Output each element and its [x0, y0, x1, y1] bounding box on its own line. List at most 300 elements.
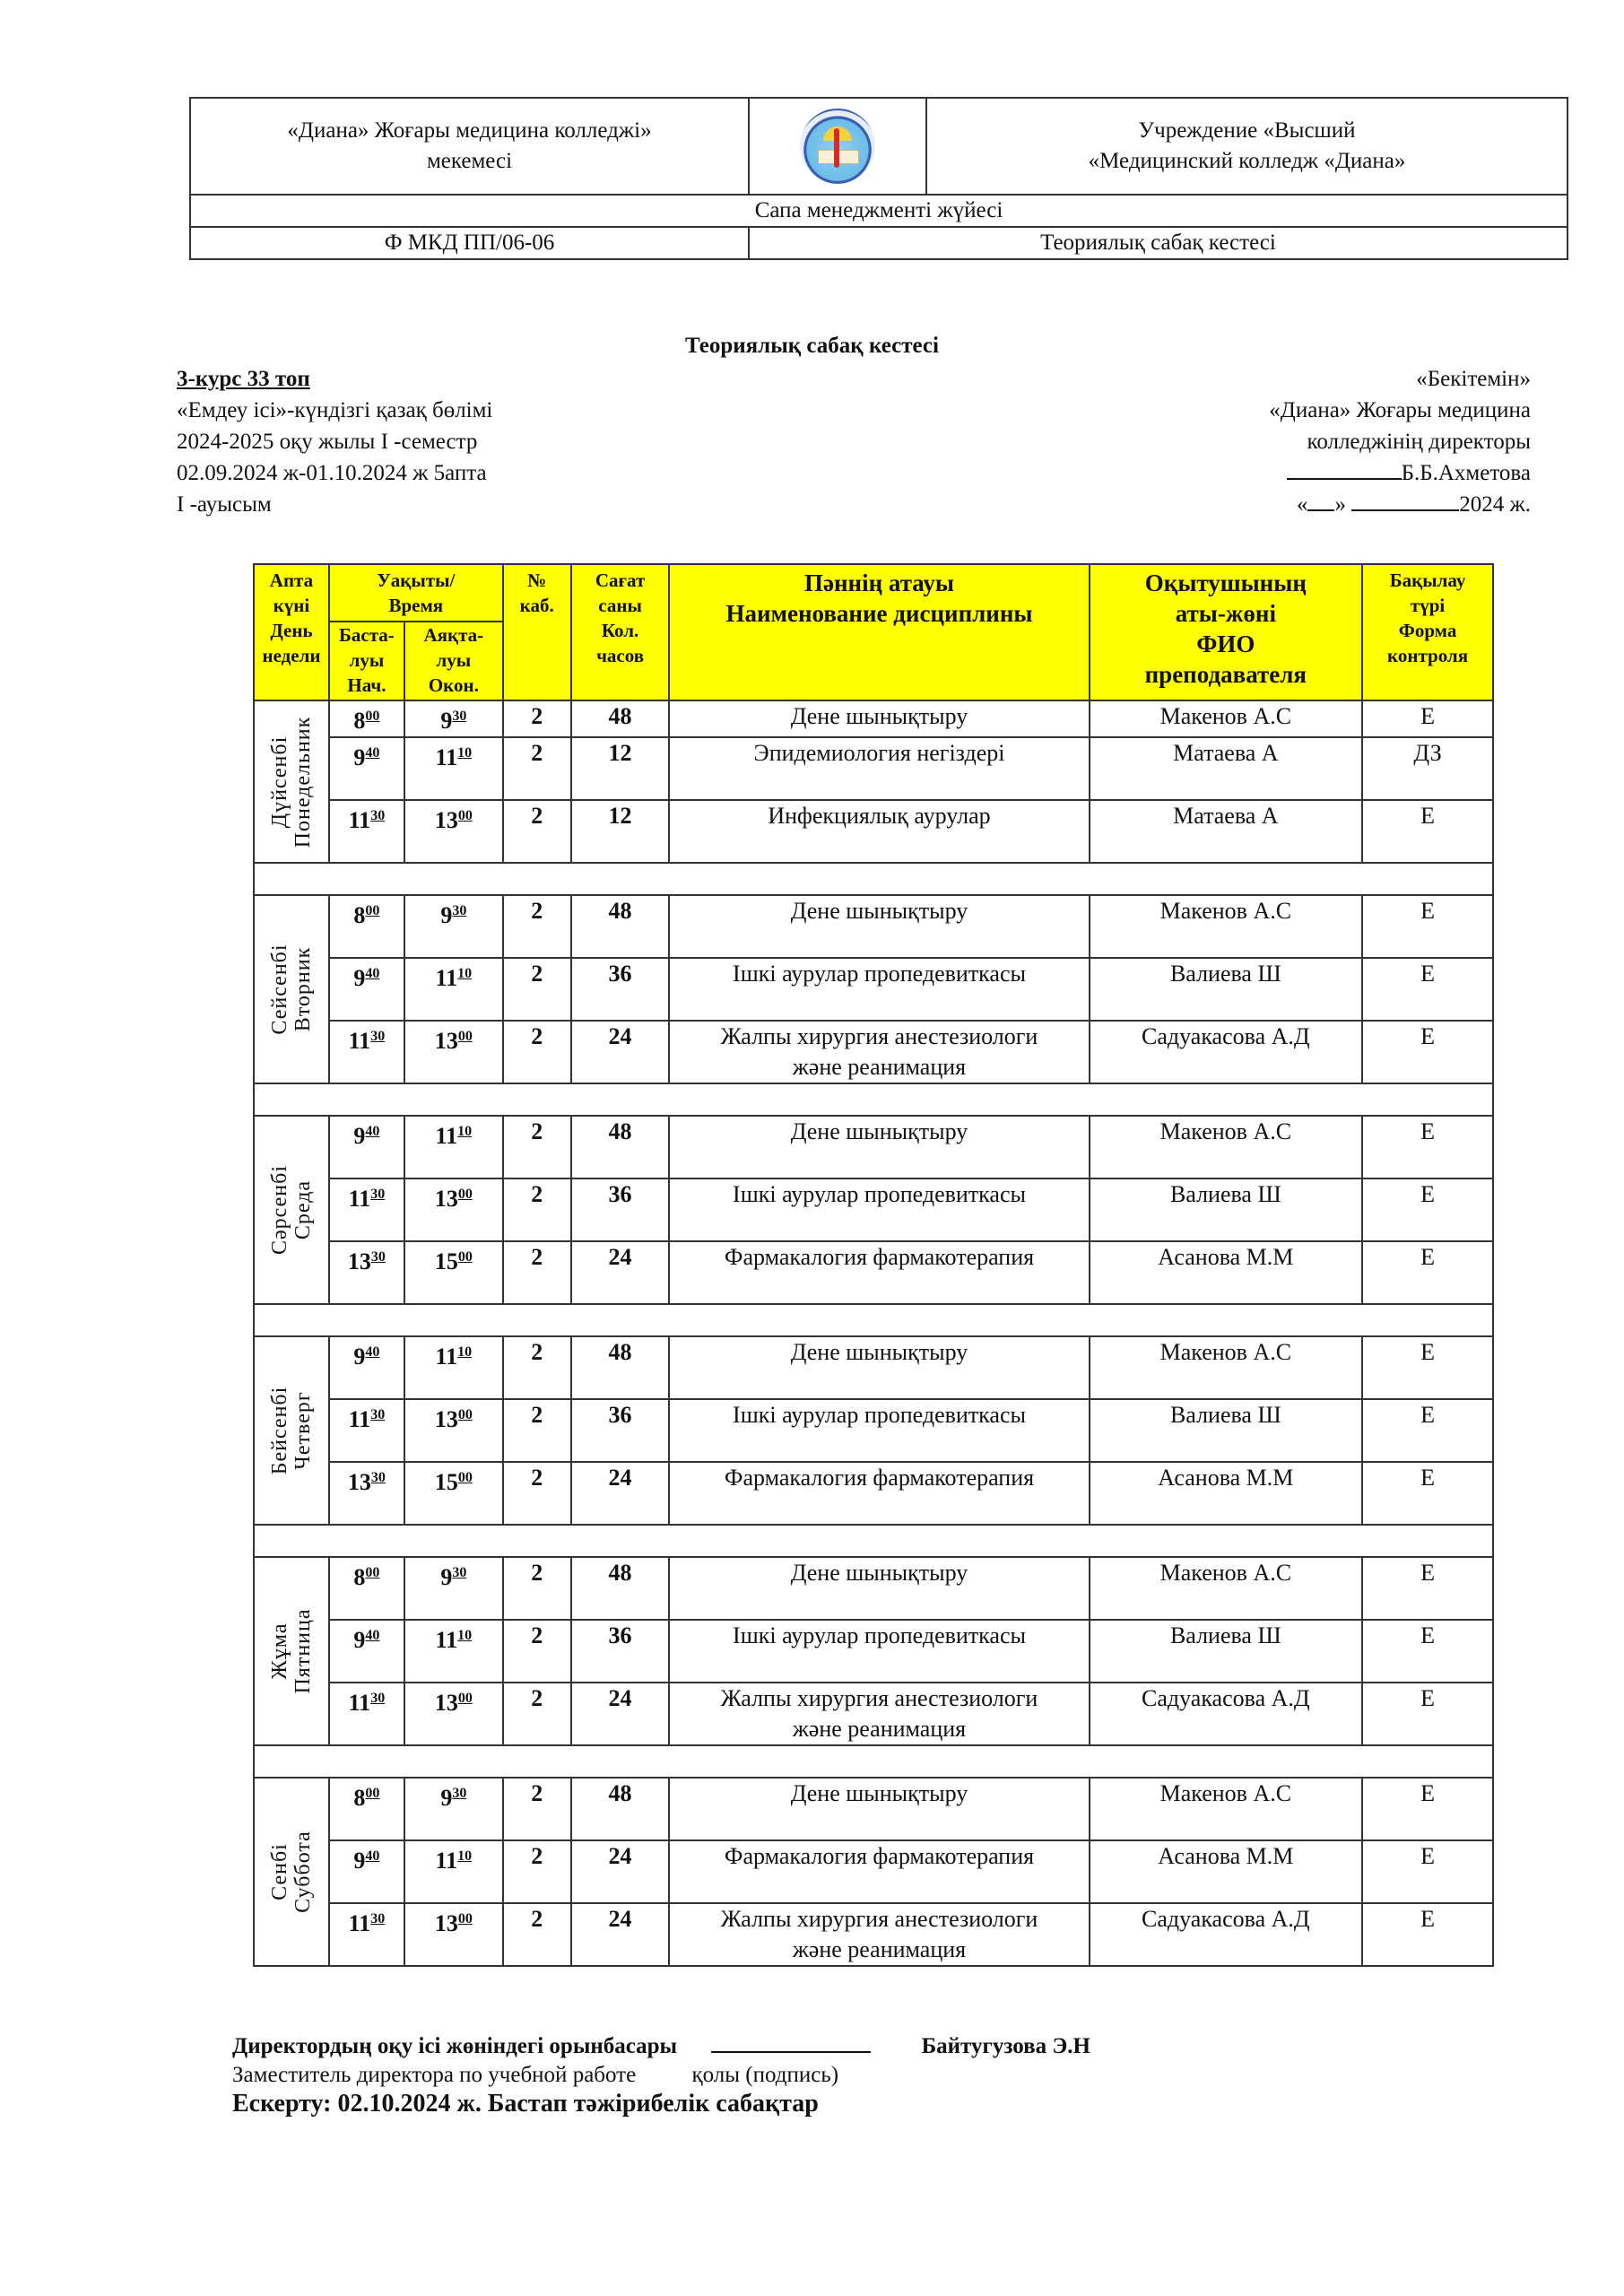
room-number: 2: [503, 1116, 571, 1178]
start-hour: 9: [353, 744, 366, 770]
room-number: 2: [503, 1336, 571, 1399]
schedule-row: [254, 1903, 1493, 1966]
end-minute: 10: [457, 745, 473, 761]
hours-count: 24: [571, 1241, 670, 1304]
start-hour: 8: [353, 902, 366, 928]
schedule-table: [253, 563, 1494, 1967]
start-time: [329, 1021, 404, 1083]
end-time: [404, 895, 503, 958]
end-time: [404, 1021, 503, 1083]
control-form: Е: [1362, 1683, 1493, 1745]
end-time: [404, 1178, 503, 1241]
day-cell: [254, 1778, 329, 1966]
start-time: [329, 1116, 404, 1178]
hours-count: 24: [571, 1903, 670, 1966]
start-time: [329, 1241, 404, 1304]
end-hour: 9: [440, 708, 453, 734]
subject-line1: Ішкі аурулар пропедевиткасы: [733, 1622, 1026, 1648]
form-code: Ф МКД ПП/06-06: [190, 227, 749, 259]
quality-system-label: Сапа менеджменті жүйесі: [190, 195, 1568, 227]
col-header-end-line: луы: [436, 649, 472, 671]
end-hour: 13: [434, 807, 458, 833]
schedule-row: [254, 1840, 1493, 1903]
control-form: Е: [1362, 1903, 1493, 1966]
deputy-line-ru: [232, 2061, 1090, 2090]
deputy-line: [232, 2031, 1090, 2061]
start-minute: 30: [370, 1249, 386, 1265]
subject-line1: Дене шынықтыру: [790, 898, 968, 924]
subject-name: [669, 1903, 1089, 1966]
start-hour: 11: [348, 1406, 371, 1432]
date-year: 2024 ж.: [1459, 492, 1531, 517]
subject-line1: Инфекциялық аурулар: [768, 803, 991, 829]
start-time: [329, 737, 404, 800]
end-hour: 11: [435, 1627, 458, 1653]
page-title: Теориялық сабақ кестесі: [685, 334, 939, 358]
start-hour: 9: [353, 1344, 366, 1370]
end-hour: 13: [434, 1186, 458, 1212]
col-header-subject-line: Пәннің атауы: [803, 570, 954, 596]
schedule-row: [254, 1683, 1493, 1745]
end-minute: 00: [457, 808, 473, 823]
col-header-end-line: Аяқта-: [423, 624, 484, 646]
col-header-subject-line: Наименование дисциплины: [725, 600, 1033, 627]
control-form: Е: [1362, 1241, 1493, 1304]
subject-name: [669, 1683, 1089, 1745]
subject-name: [669, 1336, 1089, 1399]
day-separator: [254, 1745, 1493, 1778]
start-hour: 11: [348, 1028, 371, 1054]
end-time: [404, 700, 503, 737]
teacher-name: Асанова М.М: [1090, 1462, 1363, 1525]
deputy-name: Байтугузова Э.Н: [921, 2034, 1090, 2058]
end-minute: 30: [452, 1786, 467, 1801]
signature-caption: қолы (подпись): [691, 2063, 839, 2087]
approve-label: «Бекітемін»: [1416, 367, 1531, 391]
subject-line1: Жалпы хирургия анестезиологи: [720, 1685, 1038, 1711]
col-header-control-line: Форма: [1398, 620, 1457, 641]
subject-name: [669, 1778, 1089, 1840]
start-hour: 11: [348, 1910, 371, 1936]
start-hour: 11: [348, 807, 371, 833]
approve-org: «Диана» Жоғары медицина: [1269, 398, 1531, 422]
day-name-ru: Вторник: [291, 946, 315, 1032]
teacher-name: Садуакасова А.Д: [1090, 1021, 1363, 1083]
control-form: Е: [1362, 895, 1493, 958]
subject-line2: және реанимация: [792, 1936, 967, 1962]
end-minute: 10: [457, 1628, 473, 1643]
logo-cell: [749, 98, 926, 195]
practical-lessons-note: Ескерту: 02.10.2024 ж. Бастап тәжірибелік сабақтар: [232, 2090, 819, 2118]
col-header-day-line: күні: [273, 595, 310, 616]
end-minute: 00: [457, 1911, 473, 1926]
room-number: 2: [503, 1399, 571, 1462]
col-header-end-line: Окон.: [428, 674, 479, 696]
group-label: 3-курс 33 топ: [177, 367, 310, 391]
end-time: [404, 1116, 503, 1178]
start-minute: 30: [370, 1691, 386, 1706]
day-separator-row: [254, 1525, 1493, 1557]
subject-name: [669, 700, 1089, 737]
schedule-row: [254, 1557, 1493, 1620]
department-label: «Емдеу ісі»-күндізгі қазақ бөлімі: [177, 398, 493, 422]
teacher-name: Макенов А.С: [1090, 1557, 1363, 1620]
start-minute: 00: [365, 1786, 380, 1801]
end-time: [404, 1903, 503, 1966]
control-form: Е: [1362, 1336, 1493, 1399]
start-minute: 30: [370, 1911, 386, 1926]
col-header-control-line: контроля: [1387, 645, 1469, 666]
start-time: [329, 800, 404, 863]
subject-name: [669, 958, 1089, 1021]
hours-count: 36: [571, 1620, 670, 1683]
subject-name: [669, 1462, 1089, 1525]
teacher-name: Макенов А.С: [1090, 700, 1363, 737]
deputy-title-kz: Директордың оқу ісі жөніндегі орынбасары: [232, 2034, 678, 2058]
end-hour: 15: [434, 1469, 458, 1495]
end-hour: 13: [434, 1028, 458, 1054]
end-time: [404, 800, 503, 863]
teacher-name: Макенов А.С: [1090, 1778, 1363, 1840]
subject-name: [669, 1620, 1089, 1683]
hours-count: 48: [571, 895, 670, 958]
start-time: [329, 1399, 404, 1462]
subject-line1: Фармакалогия фармакотерапия: [724, 1843, 1035, 1869]
day-cell: [254, 700, 329, 863]
start-time: [329, 958, 404, 1021]
signature-line: [711, 2031, 871, 2053]
day-label: [268, 944, 315, 1034]
month-blank: [1351, 490, 1459, 511]
subject-line1: Ішкі аурулар пропедевиткасы: [733, 1402, 1026, 1428]
control-form: Е: [1362, 958, 1493, 1021]
day-blank: [1307, 490, 1334, 511]
col-header-teacher-line: Оқытушының: [1144, 570, 1307, 596]
start-hour: 9: [353, 1627, 366, 1653]
day-label: [268, 1831, 315, 1913]
start-minute: 00: [365, 1565, 380, 1580]
start-hour: 9: [353, 965, 366, 991]
subject-name: [669, 1178, 1089, 1241]
day-name-ru: Суббота: [291, 1831, 315, 1913]
hours-count: 48: [571, 700, 670, 737]
approve-signature-line: [1269, 457, 1531, 489]
form-name: Теориялық сабақ кестесі: [749, 227, 1568, 259]
start-minute: 30: [370, 1407, 386, 1422]
start-time: [329, 1462, 404, 1525]
end-minute: 00: [457, 1187, 473, 1202]
day-cell: [254, 895, 329, 1083]
start-time: [329, 1903, 404, 1966]
subject-line2: және реанимация: [792, 1716, 967, 1742]
room-number: 2: [503, 700, 571, 737]
col-header-start-line: Баста-: [339, 624, 395, 646]
end-hour: 11: [435, 1848, 458, 1874]
subject-line1: Дене шынықтыру: [790, 703, 968, 729]
schedule-row: [254, 1178, 1493, 1241]
room-number: 2: [503, 1778, 571, 1840]
col-header-teacher-line: преподавателя: [1144, 661, 1307, 688]
footer: [232, 2031, 1090, 2118]
college-emblem-icon: [800, 109, 875, 184]
day-separator: [254, 863, 1493, 895]
col-header-hours-line: саны: [598, 595, 642, 616]
end-hour: 9: [440, 1785, 453, 1811]
room-number: 2: [503, 1683, 571, 1745]
approve-director: колледжінің директоры: [1307, 430, 1531, 454]
schedule-body: [254, 700, 1493, 1966]
room-number: 2: [503, 1903, 571, 1966]
start-hour: 9: [353, 1848, 366, 1874]
col-header-control: [1362, 564, 1493, 700]
room-number: 2: [503, 1241, 571, 1304]
end-minute: 30: [452, 1565, 467, 1580]
hours-count: 24: [571, 1462, 670, 1525]
subject-name: [669, 1241, 1089, 1304]
col-header-teacher: [1090, 564, 1363, 700]
hours-count: 48: [571, 1778, 670, 1840]
day-cell: [254, 1557, 329, 1745]
subject-name: [669, 737, 1089, 800]
day-label: [268, 1165, 315, 1255]
teacher-name: Садуакасова А.Д: [1090, 1903, 1363, 1966]
date-quote-open: «: [1296, 492, 1308, 517]
day-name-ru: Среда: [291, 1179, 315, 1240]
subject-name: [669, 1021, 1089, 1083]
subject-line1: Дене шынықтыру: [790, 1339, 968, 1365]
schedule-row: [254, 1778, 1493, 1840]
col-header-room-line: каб.: [519, 595, 554, 616]
room-number: 2: [503, 1021, 571, 1083]
org-name-kz: [190, 98, 749, 195]
control-form: Е: [1362, 1778, 1493, 1840]
schedule-row: [254, 1462, 1493, 1525]
end-time: [404, 1683, 503, 1745]
col-header-room: [503, 564, 571, 700]
start-time: [329, 1178, 404, 1241]
end-hour: 13: [434, 1690, 458, 1716]
hours-count: 48: [571, 1557, 670, 1620]
schedule-row: [254, 1116, 1493, 1178]
end-minute: 00: [457, 1691, 473, 1706]
hours-count: 36: [571, 1178, 670, 1241]
room-number: 2: [503, 1840, 571, 1903]
teacher-name: Валиева Ш: [1090, 958, 1363, 1021]
day-cell: [254, 1116, 329, 1304]
end-time: [404, 737, 503, 800]
end-hour: 9: [440, 902, 453, 928]
day-separator-row: [254, 1083, 1493, 1116]
academic-year-label: 2024-2025 оқу жылы І -семестр: [177, 430, 478, 454]
room-number: 2: [503, 800, 571, 863]
teacher-name: Асанова М.М: [1090, 1241, 1363, 1304]
end-hour: 11: [435, 744, 458, 770]
deputy-title-ru: Заместитель директора по учебной работе: [232, 2063, 637, 2087]
end-minute: 30: [452, 903, 467, 918]
col-header-subject: [669, 564, 1089, 700]
teacher-name: Валиева Ш: [1090, 1620, 1363, 1683]
hours-count: 36: [571, 958, 670, 1021]
document-header: [189, 97, 1568, 260]
control-form: ДЗ: [1362, 737, 1493, 800]
end-hour: 15: [434, 1248, 458, 1274]
start-time: [329, 1620, 404, 1683]
start-time: [329, 1557, 404, 1620]
subject-name: [669, 1557, 1089, 1620]
end-time: [404, 1462, 503, 1525]
day-cell: [254, 1336, 329, 1525]
subject-line1: Жалпы хирургия анестезиологи: [720, 1906, 1038, 1932]
end-hour: 13: [434, 1910, 458, 1936]
col-header-start-line: Нач.: [347, 674, 386, 696]
teacher-name: Валиева Ш: [1090, 1399, 1363, 1462]
day-separator: [254, 1525, 1493, 1557]
subject-line1: Ішкі аурулар пропедевиткасы: [733, 961, 1026, 987]
col-header-day-line: недели: [262, 645, 321, 666]
director-name: Б.Б.Ахметова: [1401, 461, 1531, 485]
approve-date: [1269, 489, 1531, 520]
day-label: [268, 1608, 315, 1693]
approval-block: [1269, 363, 1531, 520]
control-form: Е: [1362, 1557, 1493, 1620]
subject-line1: Фармакалогия фармакотерапия: [724, 1244, 1035, 1270]
end-minute: 10: [457, 1848, 473, 1864]
start-minute: 40: [365, 1344, 380, 1360]
control-form: Е: [1362, 1399, 1493, 1462]
day-name-ru: Четверг: [291, 1391, 315, 1470]
subject-name: [669, 800, 1089, 863]
hours-count: 24: [571, 1683, 670, 1745]
room-number: 2: [503, 1557, 571, 1620]
teacher-name: Валиева Ш: [1090, 1178, 1363, 1241]
hours-count: 24: [571, 1840, 670, 1903]
day-label: [268, 716, 315, 848]
end-hour: 11: [435, 1344, 458, 1370]
end-hour: 9: [440, 1564, 453, 1590]
start-hour: 13: [347, 1248, 371, 1274]
control-form: Е: [1362, 1178, 1493, 1241]
org-name-ru-line2: «Медицинский колледж «Диана»: [1088, 149, 1406, 173]
end-time: [404, 1336, 503, 1399]
start-minute: 40: [365, 1124, 380, 1139]
start-hour: 8: [353, 1785, 366, 1811]
hours-count: 48: [571, 1116, 670, 1178]
bowl-of-hygieia-icon: [834, 128, 839, 168]
start-time: [329, 1778, 404, 1840]
end-time: [404, 958, 503, 1021]
subject-name: [669, 1116, 1089, 1178]
end-minute: 00: [457, 1470, 473, 1485]
start-hour: 11: [348, 1690, 371, 1716]
col-header-day-line: Апта: [269, 570, 314, 591]
teacher-name: Макенов А.С: [1090, 895, 1363, 958]
schedule-row: [254, 1021, 1493, 1083]
day-name-kz: Жұма: [267, 1622, 291, 1680]
end-hour: 13: [434, 1406, 458, 1432]
start-minute: 30: [370, 1187, 386, 1202]
teacher-name: Садуакасова А.Д: [1090, 1683, 1363, 1745]
group-info: [177, 363, 492, 520]
signature-line: [1287, 458, 1402, 480]
hours-count: 24: [571, 1021, 670, 1083]
room-number: 2: [503, 1462, 571, 1525]
day-name-kz: Сәрсенбі: [267, 1165, 291, 1255]
col-header-hours-line: часов: [596, 645, 645, 666]
day-separator-row: [254, 1745, 1493, 1778]
teacher-name: Асанова М.М: [1090, 1840, 1363, 1903]
schedule-row: [254, 1241, 1493, 1304]
end-minute: 10: [457, 966, 473, 981]
day-separator: [254, 1083, 1493, 1116]
col-header-start: [329, 622, 404, 700]
col-header-control-line: Бақылау: [1389, 570, 1466, 591]
end-minute: 00: [457, 1407, 473, 1422]
start-minute: 30: [370, 1470, 386, 1485]
subject-line1: Дене шынықтыру: [790, 1560, 968, 1586]
start-minute: 30: [370, 1029, 386, 1044]
col-header-end: [404, 622, 503, 700]
teacher-name: Макенов А.С: [1090, 1336, 1363, 1399]
start-minute: 40: [365, 745, 380, 761]
room-number: 2: [503, 1178, 571, 1241]
subject-name: [669, 1399, 1089, 1462]
hours-count: 12: [571, 737, 670, 800]
org-name-ru-line1: Учреждение «Высший: [1138, 118, 1356, 143]
start-hour: 13: [347, 1469, 371, 1495]
start-time: [329, 1683, 404, 1745]
end-minute: 00: [457, 1249, 473, 1265]
control-form: Е: [1362, 1021, 1493, 1083]
end-hour: 11: [435, 965, 458, 991]
schedule-row: [254, 737, 1493, 800]
hours-count: 12: [571, 800, 670, 863]
end-time: [404, 1241, 503, 1304]
col-header-start-line: луы: [349, 649, 385, 671]
col-header-day-line: День: [270, 620, 313, 641]
org-name-ru: [926, 98, 1568, 195]
col-header-time: [329, 564, 503, 622]
subject-line1: Ішкі аурулар пропедевиткасы: [733, 1181, 1026, 1207]
date-quote-close: »: [1334, 492, 1346, 517]
start-time: [329, 700, 404, 737]
end-time: [404, 1557, 503, 1620]
control-form: Е: [1362, 1462, 1493, 1525]
period-label: 02.09.2024 ж-01.10.2024 ж 5апта: [177, 461, 487, 485]
start-minute: 00: [365, 903, 380, 918]
col-header-hours: [571, 564, 670, 700]
col-header-room-line: №: [527, 570, 547, 591]
subject-line2: және реанимация: [792, 1054, 967, 1080]
control-form: Е: [1362, 1116, 1493, 1178]
end-minute: 10: [457, 1124, 473, 1139]
schedule-row: [254, 1620, 1493, 1683]
room-number: 2: [503, 958, 571, 1021]
start-time: [329, 1336, 404, 1399]
day-name-kz: Сенбі: [267, 1843, 291, 1900]
start-minute: 40: [365, 1848, 380, 1864]
schedule-row: [254, 800, 1493, 863]
end-time: [404, 1840, 503, 1903]
room-number: 2: [503, 737, 571, 800]
col-header-time-label: Уақыты/ Время: [377, 570, 456, 616]
day-name-ru: Понедельник: [291, 716, 315, 848]
day-label: [268, 1387, 315, 1475]
end-minute: 10: [457, 1344, 473, 1360]
teacher-name: Матаева А: [1090, 737, 1363, 800]
end-hour: 11: [435, 1123, 458, 1149]
teacher-name: Матаева А: [1090, 800, 1363, 863]
day-separator-row: [254, 1304, 1493, 1336]
